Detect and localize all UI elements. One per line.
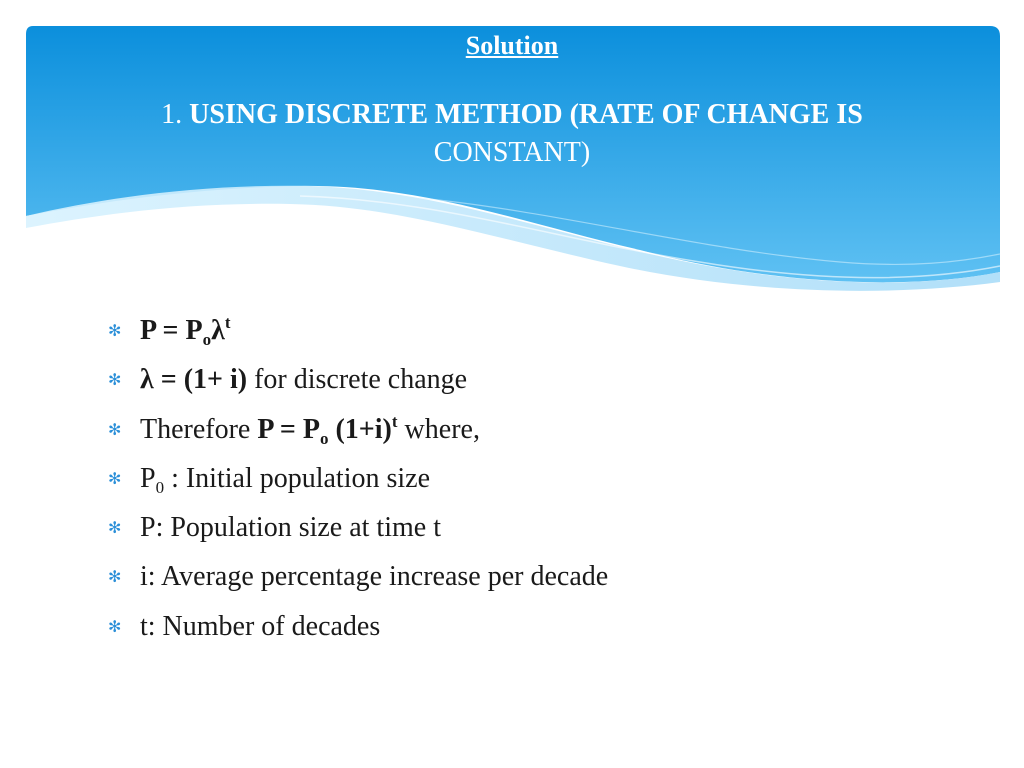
asterisk-bullet-icon: ✻ <box>108 468 122 488</box>
title-line-1: USING DISCRETE METHOD (RATE OF CHANGE IS <box>189 99 863 130</box>
list-item <box>108 454 608 503</box>
section-label: Solution <box>465 31 559 60</box>
subscript: o <box>319 428 329 448</box>
list-item <box>108 602 608 651</box>
formula-p: P = P <box>140 315 203 346</box>
list-item <box>108 405 608 454</box>
asterisk-bullet-icon: ✻ <box>108 419 122 439</box>
asterisk-bullet-icon: ✻ <box>108 567 122 587</box>
title-line-2: CONSTANT) <box>433 137 591 168</box>
list-item <box>108 355 608 404</box>
bullet-text: P <box>140 462 156 494</box>
asterisk-bullet-icon: ✻ <box>108 616 122 636</box>
bullet-text: t: Number of decades <box>140 610 381 642</box>
list-item <box>108 306 608 355</box>
header <box>60 30 964 172</box>
slide-title <box>60 96 964 172</box>
lambda-symbol: λ <box>211 315 225 346</box>
bullet-text: Therefore <box>140 413 258 445</box>
list-item <box>108 503 608 552</box>
asterisk-bullet-icon: ✻ <box>108 370 122 390</box>
bullet-text: i: Average percentage increase per decade <box>140 561 609 593</box>
superscript: t <box>391 411 398 431</box>
formula-p: P = P <box>257 413 320 445</box>
bullet-text: where, <box>397 413 480 445</box>
list-item <box>108 552 608 601</box>
bullet-text: for discrete change <box>247 364 468 396</box>
formula-growth: (1+i) <box>328 413 392 445</box>
asterisk-bullet-icon: ✻ <box>108 518 122 538</box>
title-number: 1. <box>161 99 183 130</box>
superscript: t <box>224 313 231 332</box>
subscript: 0 <box>155 477 165 497</box>
bullet-text: P: Population size at time t <box>140 512 441 544</box>
subscript: o <box>202 330 212 349</box>
formula-lambda: λ = (1+ i) <box>140 364 248 396</box>
bullet-list <box>108 306 608 651</box>
asterisk-bullet-icon: ✻ <box>108 321 122 340</box>
bullet-text: : Initial population size <box>164 462 431 494</box>
